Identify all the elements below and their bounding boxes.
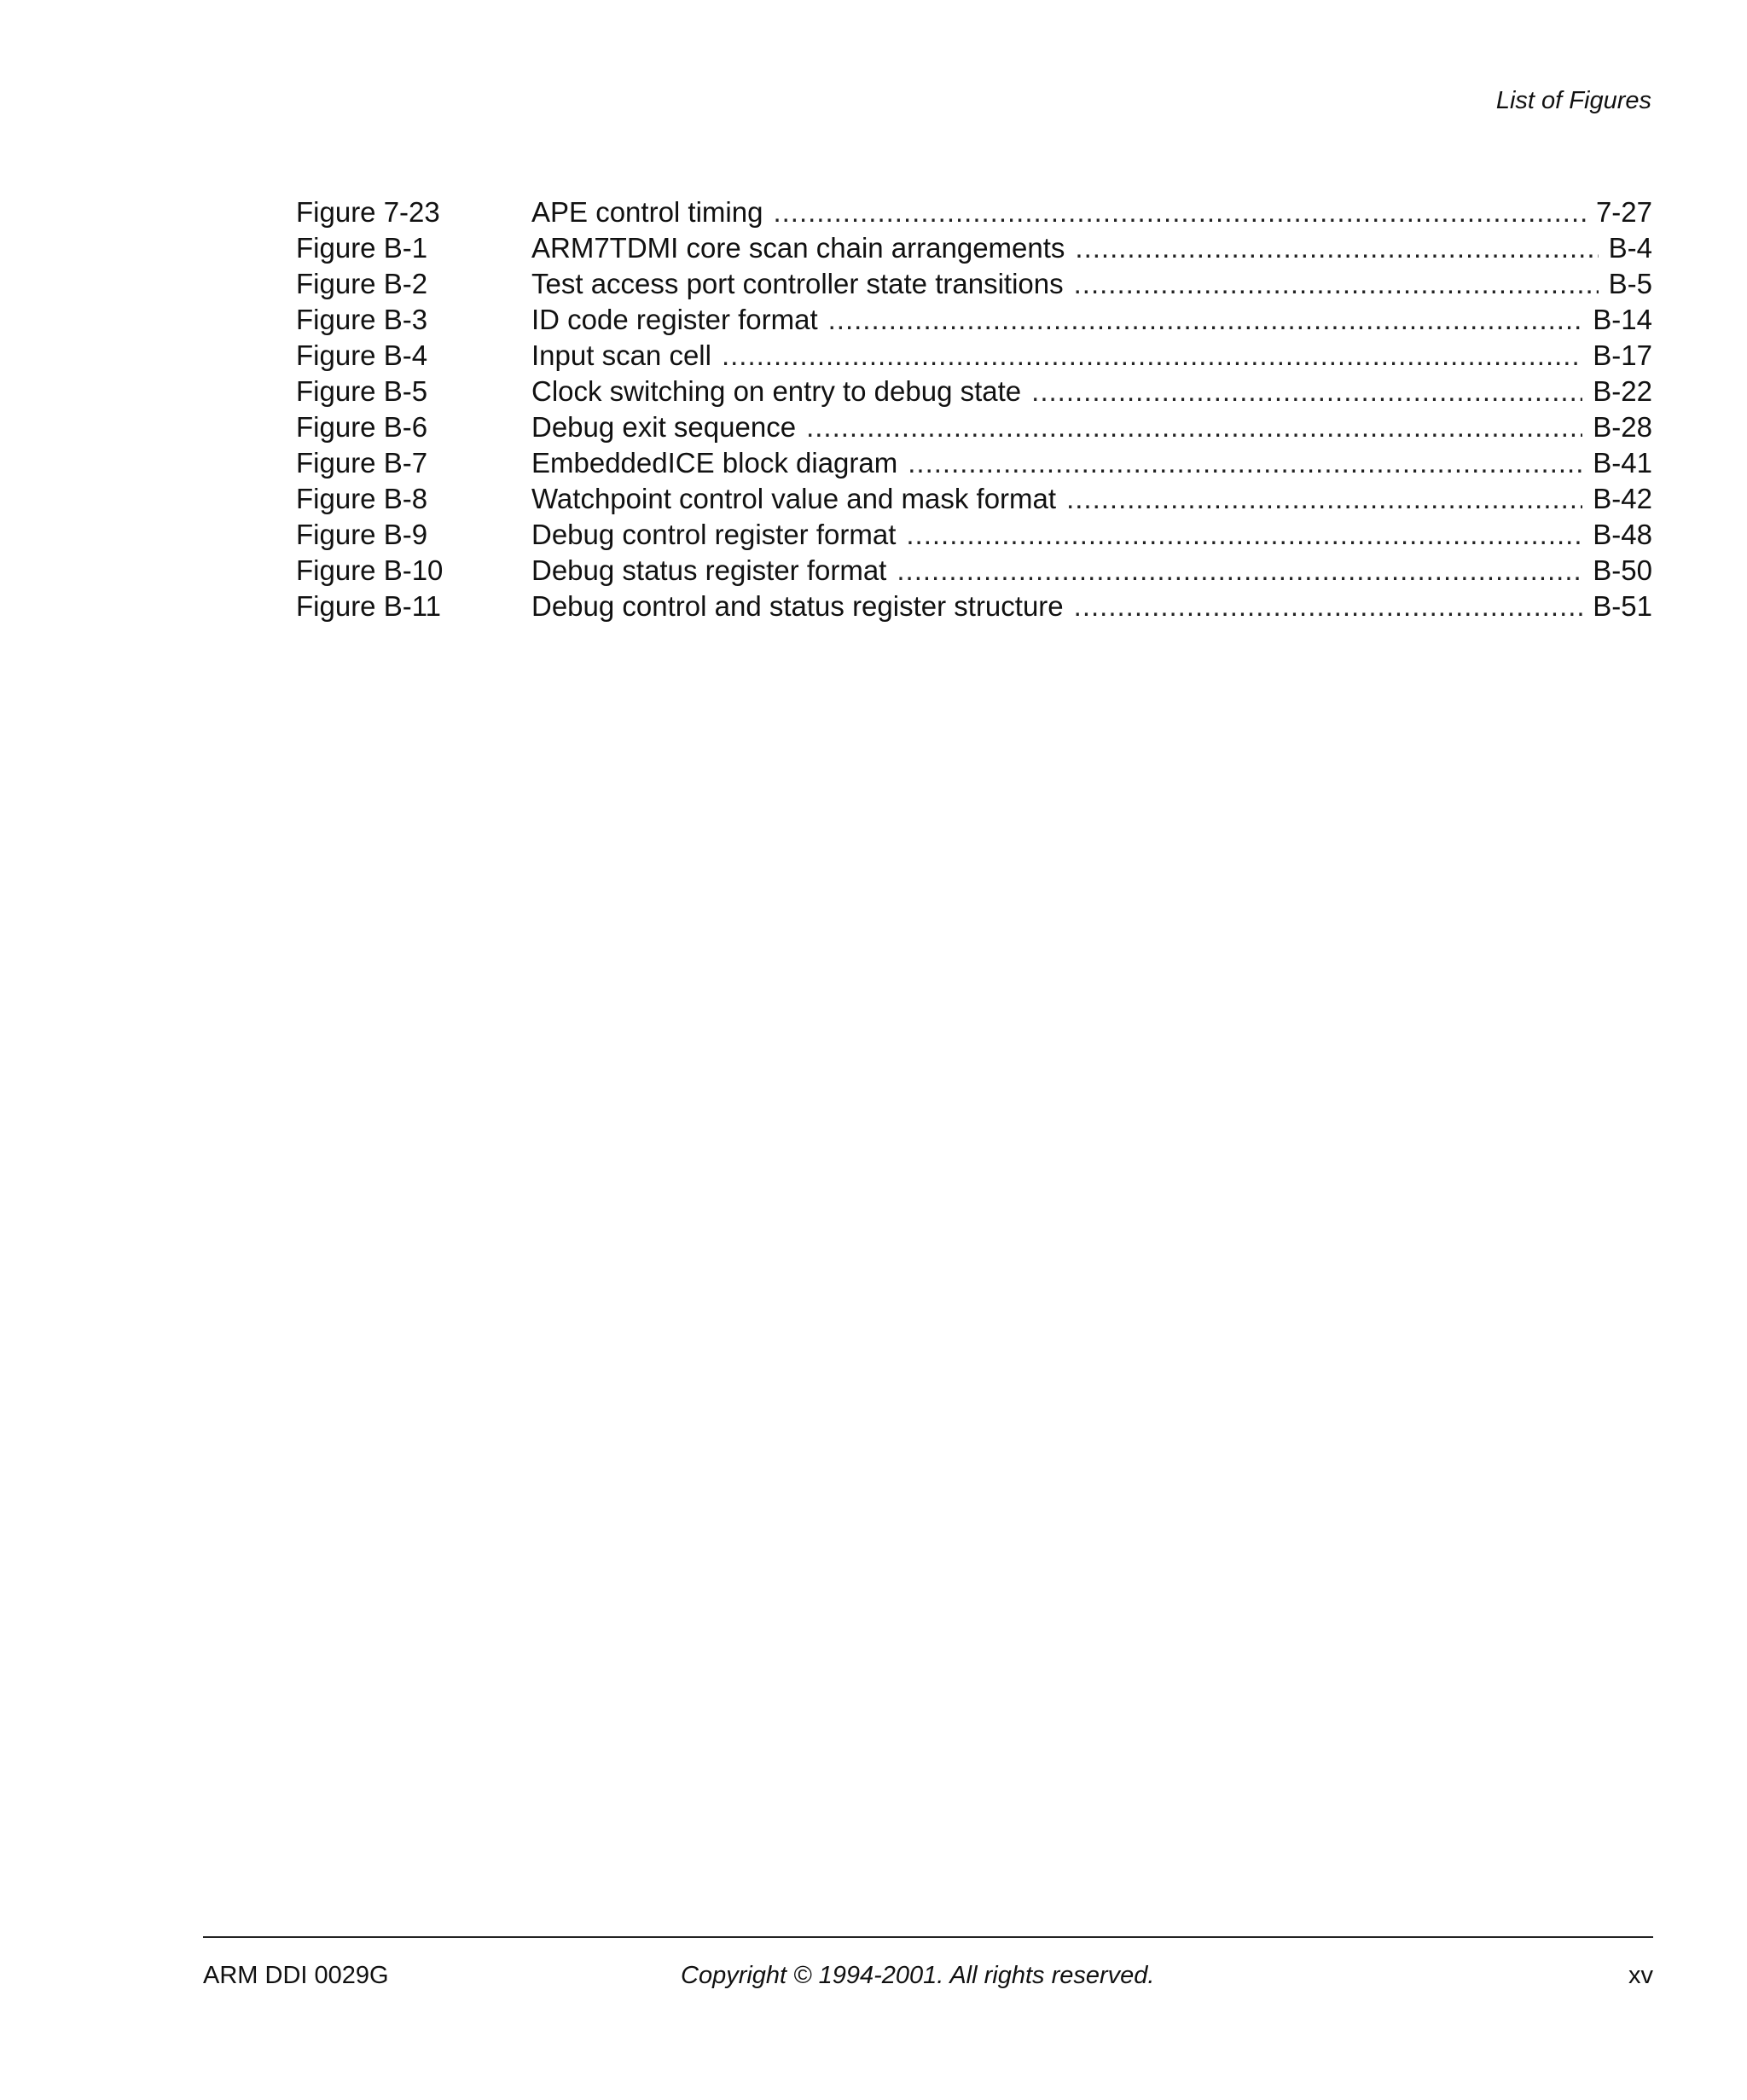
figure-title: Debug control and status register structure bbox=[531, 590, 1064, 622]
figure-title: ARM7TDMI core scan chain arrangements bbox=[531, 232, 1065, 264]
dot-leader bbox=[828, 302, 1583, 338]
page-reference: B-22 bbox=[1593, 375, 1652, 407]
toc-entry[interactable] bbox=[296, 481, 1652, 517]
running-header-title: List of Figures bbox=[1495, 87, 1651, 114]
figure-label: Figure B-3 bbox=[296, 304, 428, 335]
list-of-figures bbox=[296, 194, 1652, 624]
page-number: xv bbox=[1628, 1962, 1653, 1989]
copyright-notice: Copyright © 1994-2001. All rights reserved. bbox=[681, 1962, 1155, 1989]
page-reference: B-4 bbox=[1608, 232, 1652, 264]
figure-title: EmbeddedICE block diagram bbox=[531, 447, 898, 479]
toc-entry[interactable] bbox=[296, 230, 1652, 266]
document-id: ARM DDI 0029G bbox=[203, 1962, 389, 1989]
toc-entry[interactable] bbox=[296, 445, 1652, 481]
dot-leader bbox=[773, 194, 1585, 230]
page-footer bbox=[203, 1958, 1653, 1993]
page-reference: B-28 bbox=[1593, 411, 1652, 443]
page-reference: B-50 bbox=[1593, 554, 1652, 586]
figure-label: Figure B-11 bbox=[296, 590, 441, 622]
figure-title: APE control timing bbox=[531, 196, 763, 228]
toc-entry[interactable] bbox=[296, 553, 1652, 589]
page-reference: B-14 bbox=[1593, 304, 1652, 335]
figure-title: Watchpoint control value and mask format bbox=[531, 483, 1057, 514]
page-reference: B-41 bbox=[1593, 447, 1652, 479]
figure-title: Test access port controller state transitions bbox=[531, 268, 1064, 299]
figure-label: Figure B-4 bbox=[296, 339, 428, 371]
toc-entry[interactable] bbox=[296, 266, 1652, 302]
figure-title: Input scan cell bbox=[531, 339, 711, 371]
figure-label: Figure B-5 bbox=[296, 375, 428, 407]
dot-leader bbox=[722, 338, 1582, 374]
dot-leader bbox=[1066, 481, 1582, 517]
figure-label: Figure B-8 bbox=[296, 483, 428, 514]
page-reference: B-5 bbox=[1608, 268, 1652, 299]
toc-entry[interactable] bbox=[296, 589, 1652, 624]
figure-label: Figure B-6 bbox=[296, 411, 428, 443]
footer-divider bbox=[203, 1936, 1653, 1938]
page-reference: B-51 bbox=[1593, 590, 1652, 622]
figure-title: Debug status register format bbox=[531, 554, 887, 586]
page-reference: B-17 bbox=[1593, 339, 1652, 371]
dot-leader bbox=[806, 409, 1582, 445]
figure-label: Figure B-1 bbox=[296, 232, 428, 264]
toc-entry[interactable] bbox=[296, 374, 1652, 409]
dot-leader bbox=[1074, 266, 1599, 302]
figure-label: Figure B-2 bbox=[296, 268, 428, 299]
toc-entry[interactable] bbox=[296, 302, 1652, 338]
figure-title: Debug exit sequence bbox=[531, 411, 797, 443]
dot-leader bbox=[1075, 230, 1598, 266]
toc-entry[interactable] bbox=[296, 517, 1652, 553]
dot-leader bbox=[908, 445, 1582, 481]
dot-leader bbox=[897, 553, 1582, 589]
figure-label: Figure B-7 bbox=[296, 447, 428, 479]
toc-entry[interactable] bbox=[296, 338, 1652, 374]
figure-label: Figure 7-23 bbox=[296, 196, 440, 228]
figure-title: Clock switching on entry to debug state bbox=[531, 375, 1022, 407]
toc-entry[interactable] bbox=[296, 194, 1652, 230]
dot-leader bbox=[906, 517, 1582, 553]
dot-leader bbox=[1031, 374, 1582, 409]
figure-label: Figure B-10 bbox=[296, 554, 444, 586]
page-reference: B-48 bbox=[1593, 519, 1652, 550]
page-reference: 7-27 bbox=[1595, 196, 1652, 228]
page-reference: B-42 bbox=[1593, 483, 1652, 514]
figure-title: Debug control register format bbox=[531, 519, 897, 550]
figure-label: Figure B-9 bbox=[296, 519, 428, 550]
toc-entry[interactable] bbox=[296, 409, 1652, 445]
dot-leader bbox=[1074, 589, 1583, 624]
figure-title: ID code register format bbox=[531, 304, 818, 335]
